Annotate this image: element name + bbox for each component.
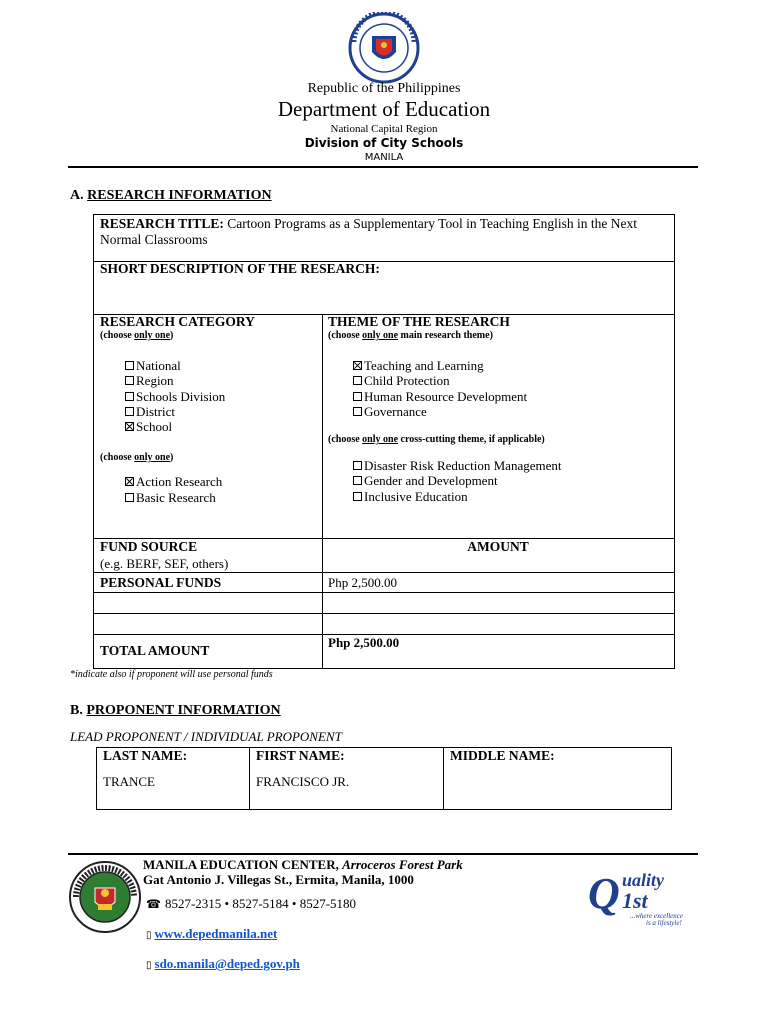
research-theme-hint: (choose only one main research theme) [328, 330, 493, 341]
checkbox-icon[interactable] [353, 392, 362, 401]
first-name-label: FIRST NAME: [256, 748, 345, 763]
footer-rule [68, 853, 698, 855]
svg-text:is a lifestyle!: is a lifestyle! [646, 919, 682, 927]
lead-proponent-label: LEAD PROPONENT / INDIVIDUAL PROPONENT [70, 729, 342, 744]
theme-option-governance[interactable]: Governance [353, 404, 527, 419]
division-line: Division of City Schools [304, 136, 464, 150]
research-type-hint: (choose only one) [100, 452, 174, 463]
republic-line: Republic of the Philippines [307, 81, 461, 96]
checked-checkbox-icon[interactable] [125, 422, 134, 431]
personal-funds-footnote: *indicate also if proponent will use personal funds [70, 669, 273, 680]
checkbox-icon[interactable] [125, 392, 134, 401]
svg-text:...where excellence: ...where excellence [630, 912, 683, 920]
first-name-value[interactable]: FRANCISCO JR. [256, 774, 350, 789]
phone-icon: ☎ [146, 897, 161, 911]
cross-option-inclusive-education[interactable]: Inclusive Education [353, 489, 562, 504]
middle-name-label: MIDDLE NAME: [450, 748, 555, 763]
category-option-national[interactable]: National [125, 358, 225, 373]
checkbox-icon[interactable] [353, 461, 362, 470]
fund-source-hint: (e.g. BERF, SEF, others) [100, 556, 229, 571]
research-category-options [125, 358, 225, 434]
research-theme-options [353, 358, 527, 419]
section-b-heading [70, 703, 281, 719]
section-a-title: RESEARCH INFORMATION [87, 188, 272, 203]
email-link[interactable]: sdo.manila@deped.gov.ph [154, 956, 300, 971]
fund-source-label: FUND SOURCE [100, 539, 198, 554]
total-amount-label: TOTAL AMOUNT [100, 643, 210, 658]
cross-cutting-hint: (choose only one cross-cutting theme, if applicable) [328, 434, 545, 445]
checkbox-icon[interactable] [125, 493, 134, 502]
footer-phone-line: ☎ 8527-2315 • 8527-5184 • 8527-5180 [146, 896, 357, 911]
checkbox-icon[interactable] [125, 407, 134, 416]
checked-checkbox-icon[interactable] [353, 361, 362, 370]
manila-schools-seal-logo [68, 860, 142, 934]
globe-icon: ▯ [146, 930, 152, 941]
personal-funds-value: Php 2,500.00 [328, 575, 397, 590]
website-link[interactable]: www.depedmanila.net [154, 926, 278, 941]
footer-email-line [146, 956, 300, 972]
amount-label: AMOUNT [467, 539, 529, 554]
svg-text:Q: Q [588, 869, 620, 918]
city-line: MANILA [364, 152, 404, 163]
research-title-cell [100, 216, 670, 248]
last-name-label: LAST NAME: [103, 748, 188, 763]
footer-org-line: MANILA EDUCATION CENTER, Arroceros Forest Park [143, 857, 463, 872]
theme-option-teaching-learning[interactable]: Teaching and Learning [353, 358, 527, 373]
cross-cutting-options [353, 458, 562, 504]
department-title: Department of Education [277, 97, 491, 121]
type-option-action-research[interactable]: Action Research [125, 474, 222, 490]
svg-text:1st: 1st [622, 888, 648, 913]
checkbox-icon[interactable] [353, 407, 362, 416]
category-option-district[interactable]: District [125, 404, 225, 419]
last-name-value[interactable]: TRANCE [103, 774, 155, 789]
theme-option-child-protection[interactable]: Child Protection [353, 373, 527, 388]
footer-website-line [146, 926, 277, 942]
header-rule [68, 166, 698, 168]
checked-checkbox-icon[interactable] [125, 477, 134, 486]
deped-seal-logo [344, 12, 424, 84]
quality-first-logo [586, 862, 696, 934]
category-option-schools-division[interactable]: Schools Division [125, 389, 225, 404]
research-theme-label: THEME OF THE RESEARCH [328, 314, 510, 329]
research-type-options [125, 474, 222, 506]
section-b-prefix: B. [70, 703, 87, 718]
checkbox-icon[interactable] [125, 376, 134, 385]
footer-address: Gat Antonio J. Villegas St., Ermita, Manila, 1000 [143, 872, 414, 887]
mail-icon: ▯ [146, 960, 152, 971]
section-a-prefix: A. [70, 188, 88, 203]
short-description-label: SHORT DESCRIPTION OF THE RESEARCH: [100, 261, 380, 276]
research-title-label: RESEARCH TITLE: [100, 216, 224, 231]
checkbox-icon[interactable] [353, 476, 362, 485]
checkbox-icon[interactable] [125, 361, 134, 370]
research-title-value: Cartoon Programs as a Supplementary Tool in Teaching English in the Next Normal Classrooms [100, 216, 637, 247]
research-category-hint: (choose only one) [100, 330, 174, 341]
checkbox-icon[interactable] [353, 376, 362, 385]
section-a-heading [70, 188, 272, 204]
type-option-basic-research[interactable]: Basic Research [125, 490, 222, 506]
cross-option-drrm[interactable]: Disaster Risk Reduction Management [353, 458, 562, 473]
total-amount-value: Php 2,500.00 [328, 635, 400, 650]
cross-option-gad[interactable]: Gender and Development [353, 473, 562, 488]
section-b-title: PROPONENT INFORMATION [86, 703, 281, 718]
region-line: National Capital Region [330, 123, 438, 135]
research-category-label: RESEARCH CATEGORY [100, 314, 255, 329]
theme-option-hr-development[interactable]: Human Resource Development [353, 389, 527, 404]
category-option-region[interactable]: Region [125, 373, 225, 388]
personal-funds-label: PERSONAL FUNDS [100, 575, 222, 590]
category-option-school[interactable]: School [125, 419, 225, 434]
svg-text:uality: uality [622, 870, 665, 890]
checkbox-icon[interactable] [353, 492, 362, 501]
